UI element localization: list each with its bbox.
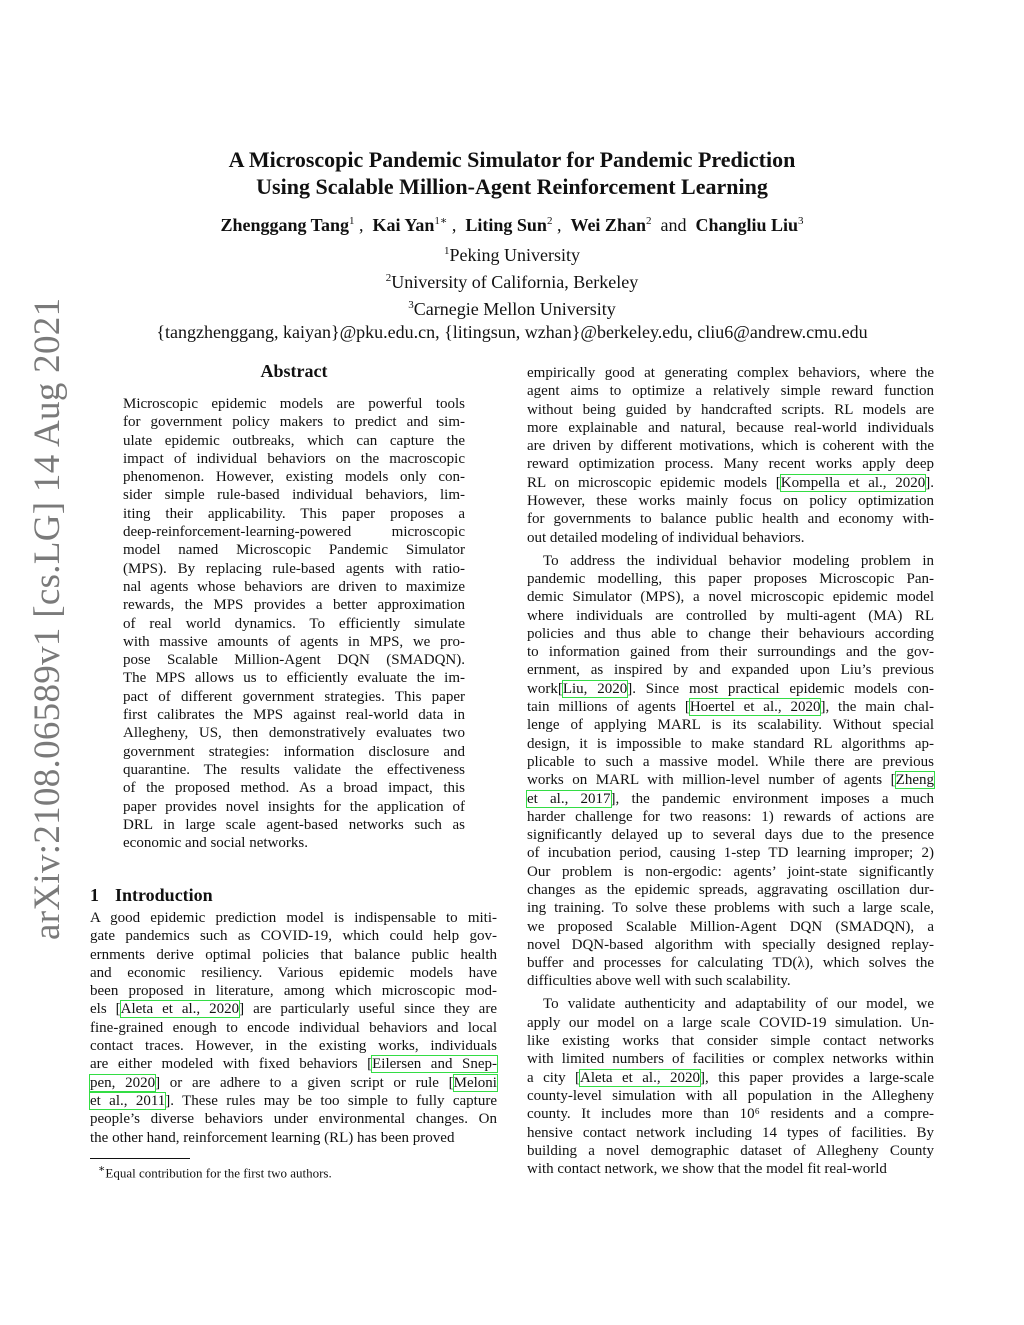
author-affiliation-mark: 1∗ <box>434 215 448 227</box>
text-line: rewards, the MPS provides a better approximation <box>123 597 465 614</box>
citation-link[interactable]: pen, 2020 <box>90 1074 156 1091</box>
text-line: A good epidemic prediction model is indispensable to miti- <box>90 910 497 926</box>
text-line: significantly delayed up to several days due to the presence <box>527 827 934 844</box>
text-line: with contact network, we show that the model fit real-world <box>527 1161 887 1178</box>
text-line: novel DQN-based algorithm with specially designed replay- <box>527 936 934 953</box>
text-line: out detailed modeling of individual behaviors. <box>527 529 805 546</box>
text-segment: are either modeled with fixed behaviors [ <box>90 1056 373 1073</box>
text-line: policies and thus able to change their behaviours according <box>527 625 934 642</box>
affiliation-name: University of California, Berkeley <box>391 272 639 292</box>
text-segment: a city [ <box>527 1069 581 1086</box>
text-line <box>527 680 934 698</box>
paragraph <box>90 909 497 1147</box>
text-segment: RL on microscopic epidemic models [ <box>527 474 781 491</box>
text-line: changes as the epidemic spreads, aggravating oscillation dur- <box>527 882 934 898</box>
abstract-body <box>123 395 465 857</box>
text-line: model named Microscopic Pandemic Simulator <box>123 542 465 559</box>
text-line: pose Scalable Million-Agent DQN (SMADQN). <box>123 652 465 669</box>
affiliation-mark: 3 <box>408 299 414 311</box>
text-line: and economic resiliency. Various epidemic models have <box>90 964 497 981</box>
text-segment: works on MARL with million-level number of agents [ <box>527 772 896 789</box>
text-line: paper provides novel insights for the application of <box>123 798 465 815</box>
author-affiliation-mark: 2 <box>546 215 553 227</box>
arxiv-identifier: arXiv:2108.06589v1 [cs.LG] 14 Aug 2021 <box>27 297 68 940</box>
text-line: DRL in large scale agent-based networks such as <box>123 816 465 833</box>
text-segment: ], the pandemic environment imposes a much <box>610 790 934 807</box>
text-line: pact of different government strategies. This paper <box>123 688 465 705</box>
citation-link[interactable]: et al., 2011 <box>90 1092 166 1109</box>
text-line: plicable to such a massive model. While there are previous <box>527 753 934 770</box>
text-segment: ] or are adhere to a given script or rule [ <box>155 1074 454 1091</box>
text-segment: ], the main chal- <box>820 699 934 716</box>
text-line: buffer and processes for calculating TD(λ), which solves the <box>527 955 934 972</box>
text-segment: tain millions of agents [ <box>527 699 690 716</box>
text-line: are driven by different motivations, which is coherent with the <box>527 438 934 455</box>
text-line <box>527 1069 934 1087</box>
footnote-text: Equal contribution for the first two authors. <box>105 1165 332 1181</box>
author-affiliation-mark: 1 <box>349 215 355 227</box>
text-line: demic Simulator (MPS), a novel microscopic epidemic model <box>527 589 934 606</box>
text-line <box>90 1000 497 1018</box>
text-line: building a novel demographic dataset of Allegheny County <box>527 1142 934 1159</box>
title-line-1: A Microscopic Pandemic Simulator for Pandemic Prediction <box>228 147 796 172</box>
text-line: The MPS allows us to efficiently evaluate the im- <box>123 670 465 687</box>
text-line: However, these works mainly focus on policy optimization <box>527 493 934 510</box>
citation-link[interactable]: Aleta et al., 2020 <box>580 1069 701 1086</box>
text-line: ulate epidemic outbreaks, which can capture the <box>123 432 465 449</box>
text-line: contact traces. However, in the existing works, individuals <box>90 1038 497 1055</box>
introduction-body <box>90 909 497 1152</box>
text-line: the other hand, reinforcement learning (RL) has been proved <box>90 1129 455 1146</box>
text-line: nal agents whose behaviors are driven to maximize <box>123 578 465 595</box>
text-line: county. It includes more than 10⁶ residents and a compre- <box>527 1106 934 1123</box>
text-line: agent aims to optimize a relatively simple reward function <box>527 383 934 400</box>
text-segment: ]. These rules may be too simple to fully capture <box>165 1092 497 1109</box>
text-line: empirically good at generating complex behaviors, where the <box>527 365 934 381</box>
text-line: like existing works that consider simple contact networks <box>527 1033 934 1050</box>
text-line: To address the individual behavior modeling problem in <box>543 552 934 569</box>
right-column-body <box>527 364 934 1183</box>
text-line: people’s diverse behaviors under environmental changes. On <box>90 1111 497 1128</box>
citation-link[interactable]: Liu, 2020 <box>562 680 628 697</box>
text-line: of incubation period, causing 1-step TD learning improper; 2) <box>527 845 934 862</box>
affiliation <box>0 294 1024 321</box>
author-name: Kai Yan <box>372 215 435 235</box>
text-line: of the proposed method. As a broad impact, this <box>123 780 465 797</box>
section-title: Introduction <box>115 885 213 905</box>
abstract-heading: Abstract <box>260 361 328 381</box>
text-segment: ] are particularly useful since they are <box>239 1001 497 1018</box>
text-line: impact of individual behaviors on the macroscopic <box>123 450 465 467</box>
text-line: iting their applicability. This paper proposes a <box>123 505 465 522</box>
title-line-2: Using Scalable Million-Agent Reinforcement Learning <box>256 174 768 199</box>
text-line <box>527 698 934 716</box>
footnote <box>98 1162 332 1181</box>
text-line: with massive amounts of agents in MPS, we pro- <box>123 633 465 650</box>
text-line: lenge of applying MARL is its scalability. Without special <box>527 717 934 734</box>
author-name: Liting Sun <box>465 215 547 235</box>
affiliation-mark: 2 <box>385 272 392 284</box>
text-line: been proposed in literature, among which microscopic mod- <box>90 983 497 1000</box>
author-affiliation-mark: 3 <box>798 215 804 227</box>
citation-link[interactable]: Kompella et al., 2020 <box>780 474 926 491</box>
text-line <box>90 1092 497 1110</box>
text-line: more explainable and natural, because real-world individuals <box>527 419 934 436</box>
citation-link[interactable]: Meloni <box>453 1074 497 1091</box>
text-segment: ]. Since most practical epidemic models con- <box>627 680 934 697</box>
text-line <box>90 1055 497 1073</box>
paragraph <box>527 364 934 547</box>
text-line: sider simple rule-based individual behaviors, lim- <box>123 487 465 504</box>
paragraph <box>123 395 465 852</box>
text-line: of real world dynamics. To efficiently simulate <box>123 615 465 632</box>
text-line: quarantine. The results validate the effectiveness <box>123 761 465 778</box>
text-line: county-level simulation with all population in the Allegheny <box>527 1087 934 1104</box>
paper-title <box>0 146 1024 200</box>
author-name: Zhenggang Tang <box>220 215 350 235</box>
affiliation-mark: 1 <box>444 245 450 257</box>
author-name: Changliu Liu <box>695 215 799 235</box>
text-line: Allegheny, US, then demonstratively evaluates two <box>123 725 465 742</box>
text-line: ernments derive optimal policies that balance public health <box>90 946 497 963</box>
author-list: Zhenggang Tang$^1$ , Kai Yan$^{1∗}$ , Liting Sun$^2$ , Wei Zhan$^2$ and Changliu Liu$^3$ <box>220 215 804 235</box>
text-line: to information gained from their surroundings and the gov- <box>527 644 934 661</box>
citation-link[interactable]: Zheng <box>895 772 934 789</box>
text-line <box>527 474 934 492</box>
section-heading-introduction <box>90 885 213 906</box>
citation-link[interactable]: Eilersen and Snep- <box>372 1056 497 1073</box>
author-emails: {tangzhenggang, kaiyan}@pku.edu.cn, {litingsun, wzhan}@berkeley.edu, cliu6@andrew.cmu.edu <box>156 322 868 342</box>
text-line: for government policy makers to predict and sim- <box>123 414 465 431</box>
section-number: 1 <box>90 885 99 905</box>
text-line: harder challenge for two reasons: 1) rewards of actions are <box>527 808 934 825</box>
text-line <box>90 1074 497 1092</box>
text-line: for governments to balance public health and economy with- <box>527 511 934 528</box>
text-line: where individuals are controlled by multi-agent (MA) RL <box>527 607 934 624</box>
affiliation-name: Carnegie Mellon University <box>413 299 616 319</box>
paragraph <box>527 995 934 1178</box>
text-segment: ], this paper provides a large-scale <box>700 1069 934 1086</box>
text-line <box>527 771 934 789</box>
paragraph <box>527 552 934 991</box>
citation-link[interactable]: Aleta et al., 2020 <box>120 1001 240 1018</box>
affiliation <box>0 240 1024 267</box>
text-segment: work[ <box>527 680 563 697</box>
text-line: To validate authenticity and adaptability of our model, we <box>543 996 934 1013</box>
text-line: deep-reinforcement-learning-powered microscopic <box>123 524 465 541</box>
author-name: Wei Zhan <box>570 215 646 235</box>
text-line: we proposed Scalable Million-Agent DQN (SMADQN), a <box>527 918 934 935</box>
author-conjunction: and <box>660 215 687 235</box>
affiliation-name: Peking University <box>449 245 580 265</box>
citation-link[interactable]: Hoertel et al., 2020 <box>689 699 821 716</box>
citation-link[interactable]: et al., 2017 <box>527 790 611 807</box>
text-segment: ]. <box>925 474 934 491</box>
text-line: ing training. To solve these problems with such a large scale, <box>527 900 934 917</box>
text-line: fine-grained enough to encode individual behaviors and local <box>90 1019 497 1036</box>
text-line: Microscopic epidemic models are powerful tools <box>123 396 465 412</box>
text-segment: els [ <box>90 1001 121 1018</box>
text-line: apply our model on a large scale COVID-19 simulation. Un- <box>527 1014 934 1031</box>
text-line: Our problem is non-ergodic: agents’ joint-state significantly <box>527 863 934 880</box>
text-line: with limited numbers of facilities or complex networks within <box>527 1051 934 1068</box>
text-line: ernment, as inspired by and expanded upon Liu’s previous <box>527 662 934 679</box>
text-line: (MPS). By replacing rule-based agents with ratio- <box>123 560 465 577</box>
text-line: without being guided by handcrafted scripts. RL models are <box>527 401 934 418</box>
text-line: phenomenon. However, existing models only con- <box>123 469 465 486</box>
text-line: pandemic modelling, this paper proposes Microscopic Pan- <box>527 570 934 587</box>
text-line: reward optimization process. Many recent works apply deep <box>527 456 934 473</box>
text-line: design, it is impossible to make standard RL algorithms ap- <box>527 735 934 752</box>
author-affiliation-mark: 2 <box>645 215 652 227</box>
footnote-mark: ∗ <box>98 1163 106 1175</box>
text-line: government strategies: information disclosure and <box>123 743 465 760</box>
text-line: difficulties above well with such scalability. <box>527 973 791 990</box>
text-line: economic and social networks. <box>123 835 308 852</box>
footnote-divider <box>90 1158 190 1159</box>
affiliations <box>0 240 1024 344</box>
text-line: hensive contact network including 14 types of facilities. By <box>527 1124 934 1141</box>
text-line: first calibrates the MPS against real-world data in <box>123 707 465 724</box>
affiliation <box>0 267 1024 294</box>
text-line <box>527 790 934 808</box>
text-line: gate pandemics such as COVID-19, which could help gov- <box>90 928 497 945</box>
